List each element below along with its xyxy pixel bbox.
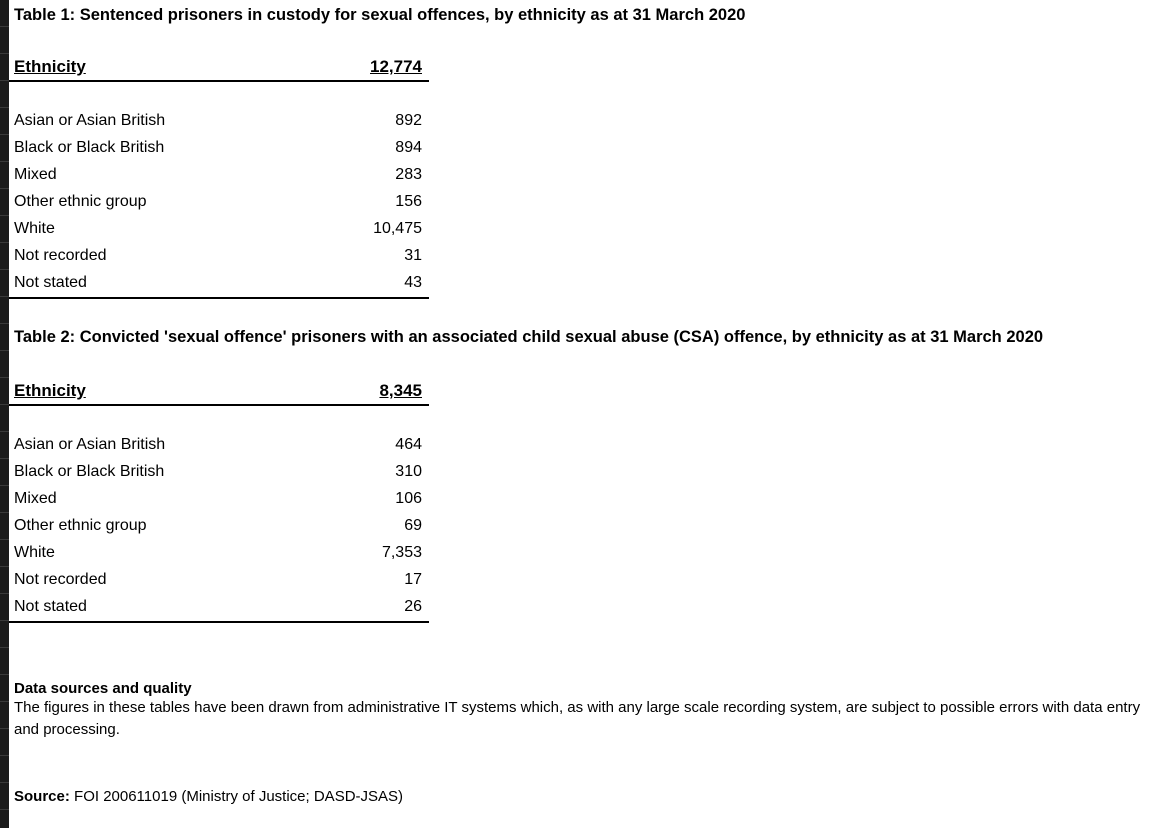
row-label: Asian or Asian British bbox=[14, 436, 166, 453]
table1-rows bbox=[9, 108, 429, 299]
table2-title: Table 2: Convicted 'sexual offence' prisoners with an associated child sexual abuse (CSA) offence, by ethnicity as at 31 March 2020 bbox=[14, 328, 1044, 346]
row-value: 310 bbox=[395, 463, 422, 480]
notes-heading: Data sources and quality bbox=[14, 680, 192, 697]
row-value: 894 bbox=[395, 139, 422, 156]
table-row bbox=[9, 162, 429, 189]
table2-header-label: Ethnicity bbox=[14, 381, 86, 400]
source-label: Source: bbox=[14, 788, 70, 805]
table2 bbox=[9, 378, 429, 406]
table-row bbox=[9, 243, 429, 270]
table-row bbox=[9, 486, 429, 513]
row-value: 69 bbox=[404, 517, 422, 534]
notes-body: The figures in these tables have been drawn from administrative IT systems which, as with any large scale recording system, are subject to possible errors with data entry and processing. bbox=[14, 699, 1141, 738]
source-text: FOI 200611019 (Ministry of Justice; DASD-JSAS) bbox=[69, 788, 404, 805]
row-value: 10,475 bbox=[373, 220, 422, 237]
row-value: 106 bbox=[395, 490, 422, 507]
table1-header-total: 12,774 bbox=[370, 57, 422, 76]
row-label: Not stated bbox=[14, 598, 87, 615]
row-value: 7,353 bbox=[381, 544, 422, 561]
table2-header bbox=[9, 378, 429, 406]
table-row bbox=[9, 594, 429, 623]
table1-header bbox=[9, 54, 429, 82]
row-value: 26 bbox=[404, 598, 422, 615]
table1 bbox=[9, 54, 429, 82]
table-row bbox=[9, 270, 429, 299]
table-row bbox=[9, 540, 429, 567]
table-row bbox=[9, 432, 429, 459]
row-label: Not stated bbox=[14, 274, 87, 291]
table-row bbox=[9, 216, 429, 243]
row-value: 17 bbox=[404, 571, 422, 588]
row-label: Not recorded bbox=[14, 247, 107, 264]
row-value: 283 bbox=[395, 166, 422, 183]
table2-header-total: 8,345 bbox=[379, 381, 422, 400]
row-label: Black or Black British bbox=[14, 139, 165, 156]
row-value: 43 bbox=[404, 274, 422, 291]
table1-header-label: Ethnicity bbox=[14, 57, 86, 76]
row-label: Not recorded bbox=[14, 571, 107, 588]
row-label: Other ethnic group bbox=[14, 193, 147, 210]
table-row bbox=[9, 189, 429, 216]
table-row bbox=[9, 135, 429, 162]
table1-title: Table 1: Sentenced prisoners in custody for sexual offences, by ethnicity as at 31 March 2020 bbox=[14, 6, 746, 24]
data-quality-notes bbox=[14, 680, 1144, 741]
row-label: White bbox=[14, 544, 55, 561]
table-row bbox=[9, 567, 429, 594]
row-gutter bbox=[0, 0, 9, 828]
row-label: Mixed bbox=[14, 490, 57, 507]
table-row bbox=[9, 459, 429, 486]
row-label: White bbox=[14, 220, 55, 237]
row-value: 892 bbox=[395, 112, 422, 129]
row-label: Other ethnic group bbox=[14, 517, 147, 534]
row-value: 464 bbox=[395, 436, 422, 453]
row-value: 156 bbox=[395, 193, 422, 210]
table-row bbox=[9, 513, 429, 540]
table2-rows bbox=[9, 432, 429, 623]
source-line bbox=[14, 788, 403, 805]
row-label: Asian or Asian British bbox=[14, 112, 166, 129]
table-row bbox=[9, 108, 429, 135]
row-label: Mixed bbox=[14, 166, 57, 183]
row-value: 31 bbox=[404, 247, 422, 264]
row-label: Black or Black British bbox=[14, 463, 165, 480]
